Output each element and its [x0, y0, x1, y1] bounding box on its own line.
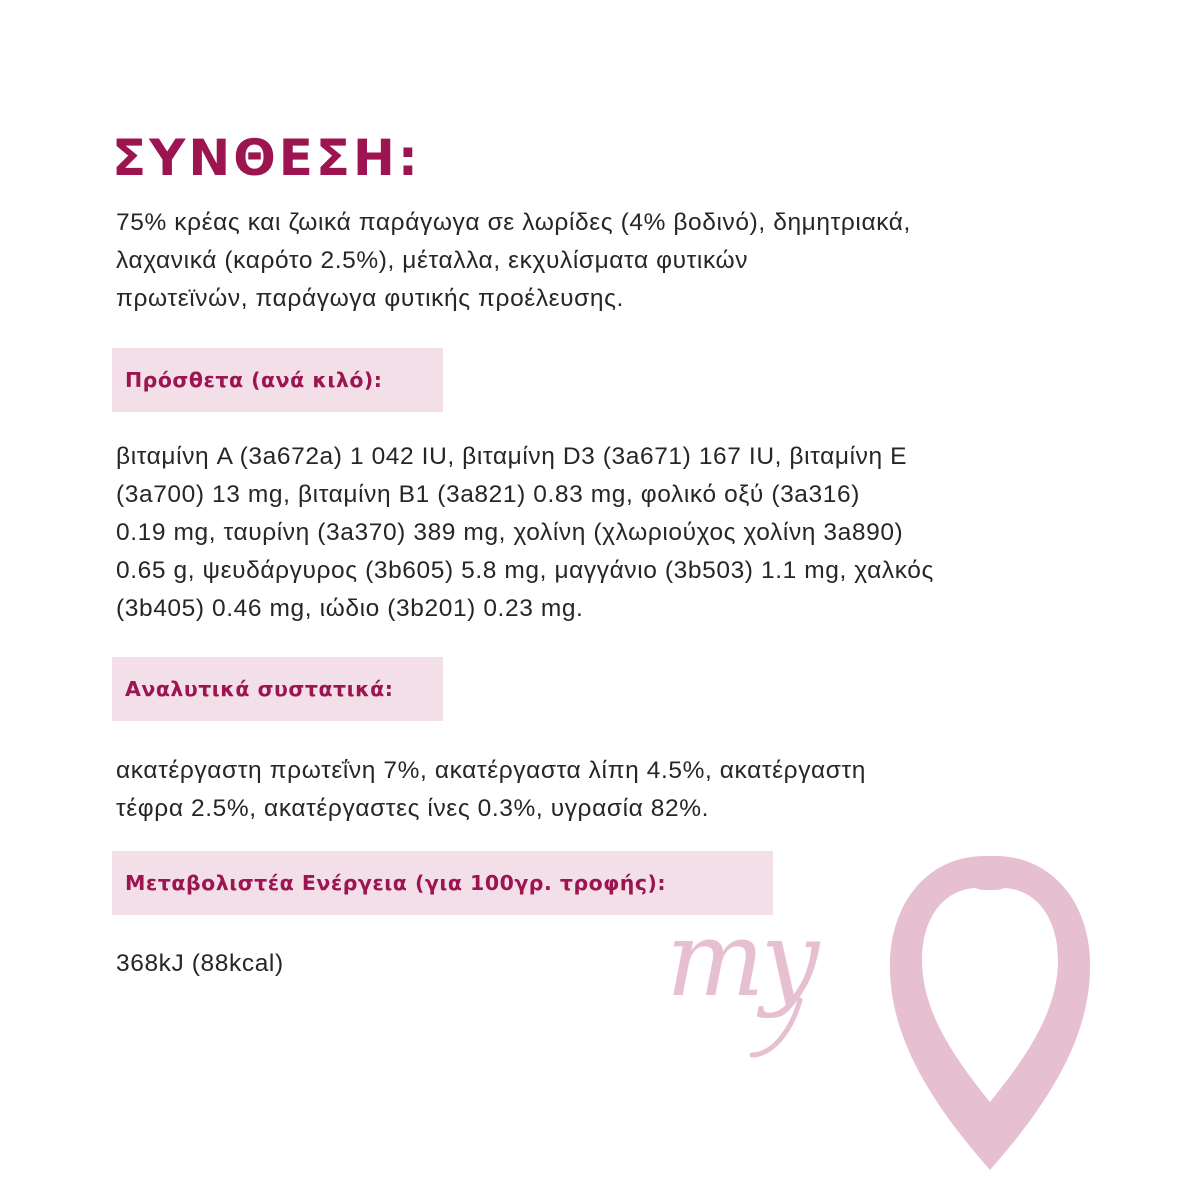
additives-line: 0.65 g, ψευδάργυρος (3b605) 5.8 mg, μαγγάνιο (3b503) 1.1 mg, χαλκός	[116, 557, 934, 584]
additives-line: (3a700) 13 mg, βιταμίνη B1 (3a821) 0.83 mg, φολικό οξύ (3a316)	[116, 481, 860, 508]
additives-line: (3b405) 0.46 mg, ιώδιο (3b201) 0.23 mg.	[116, 595, 584, 622]
analytical-line: τέφρα 2.5%, ακατέργαστες ίνες 0.3%, υγρασία 82%.	[116, 795, 710, 822]
composition-line: πρωτεϊνών, παράγωγα φυτικής προέλευσης.	[116, 285, 624, 312]
heart-icon	[890, 856, 1090, 1170]
brand-logo	[660, 850, 1130, 1180]
logo-text: my	[666, 898, 816, 1020]
analytical-label-box	[112, 657, 443, 721]
energy-value: 368kJ (88kcal)	[116, 950, 284, 977]
analytical-text	[116, 752, 1106, 828]
composition-text	[116, 204, 1106, 318]
composition-line: λαχανικά (καρότο 2.5%), μέταλλα, εκχυλίσματα φυτικών	[116, 247, 749, 274]
additives-line: 0.19 mg, ταυρίνη (3a370) 389 mg, χολίνη (χλωριούχος χολίνη 3a890)	[116, 519, 904, 546]
analytical-line: ακατέργαστη πρωτεΐνη 7%, ακατέργαστα λίπη 4.5%, ακατέργαστη	[116, 757, 867, 784]
composition-title: ΣΥΝΘΕΣΗ:	[112, 129, 421, 187]
additives-text	[116, 438, 1106, 628]
additives-label: Πρόσθετα (ανά κιλό):	[125, 368, 383, 392]
additives-line: βιταμίνη A (3a672a) 1 042 IU, βιταμίνη D3 (3a671) 167 IU, βιταμίνη E	[116, 443, 908, 470]
energy-label: Μεταβολιστέα Ενέργεια (για 100γρ. τροφής):	[125, 871, 667, 895]
composition-line: 75% κρέας και ζωικά παράγωγα σε λωρίδες (4% βοδινό), δημητριακά,	[116, 209, 911, 236]
analytical-label: Αναλυτικά συστατικά:	[125, 677, 394, 701]
additives-label-box	[112, 348, 443, 412]
